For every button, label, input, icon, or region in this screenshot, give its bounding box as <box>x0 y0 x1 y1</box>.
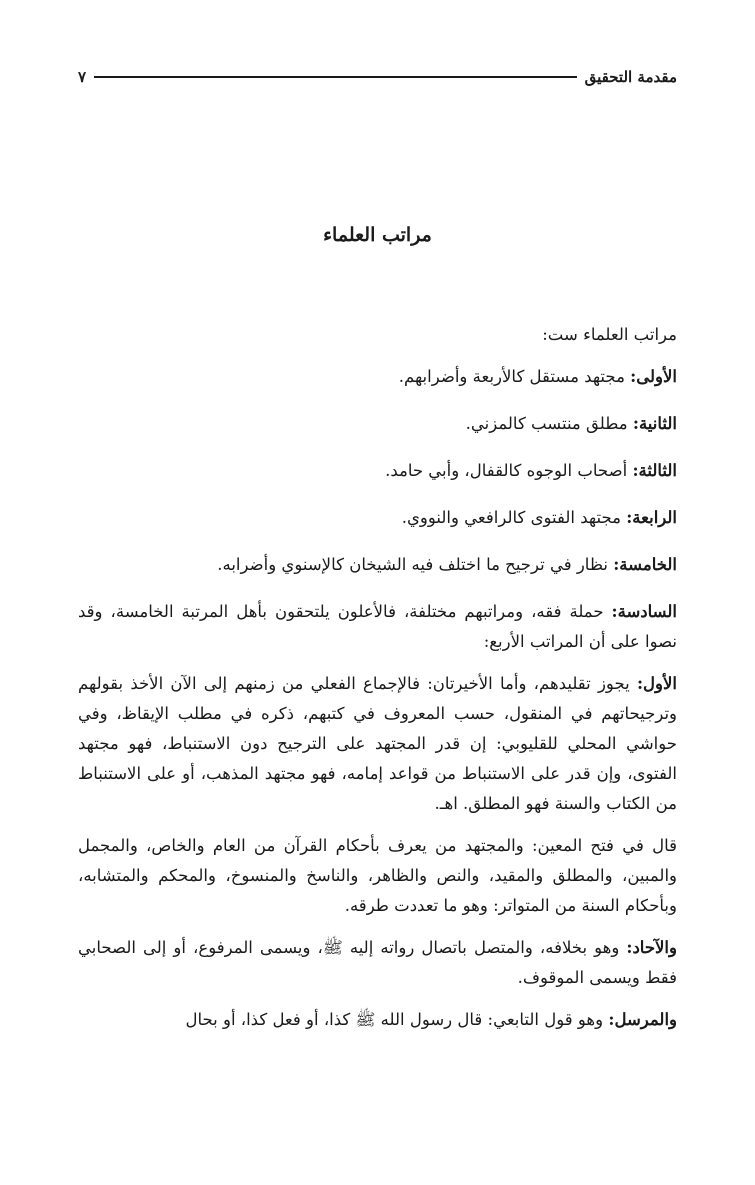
rank-label: الرابعة: <box>626 508 677 527</box>
paragraph-lead: الأول: <box>636 674 677 693</box>
rank-first <box>78 362 677 392</box>
section-title: مراتب العلماء <box>323 224 432 246</box>
paragraph-text: يجوز تقليدهم، وأما الأخيرتان: فالإجماع الفعلي من زمنهم إلى الآن الأخذ بقولهم وترجيحاتهم في المنقول، حسب المعروف في كتبهم، ذكره في مطلب الإيقاظ، وفي حواشي المحلي للقليوبي: إن قدر المجتهد على الترجيح دون الاستنباط، فهو مجتهد الفتوى، وإن قدر على الاستنباط من قواعد إمامه، فهو مجتهد المذهب، أو على الاستنباط من الكتاب والسنة فهو المطلق. اهـ. <box>78 674 677 813</box>
rank-text: مجتهد الفتوى كالرافعي والنووي. <box>401 508 627 527</box>
rank-text: أصحاب الوجوه كالقفال، وأبي حامد. <box>385 461 633 480</box>
rank-label: السادسة: <box>611 602 677 621</box>
rank-label: الثالثة: <box>632 461 677 480</box>
header-title: مقدمة التحقيق <box>584 68 677 86</box>
header-rule <box>94 76 577 78</box>
rank-label: الثانية: <box>632 414 677 433</box>
rank-third <box>78 456 677 486</box>
rank-label: الخامسة: <box>613 555 677 574</box>
rank-text: حملة فقه، ومراتبهم مختلفة، فالأعلون يلتحقون بأهل المرتبة الخامسة، وقد نصوا على أن المراتب الأربع: <box>78 602 677 651</box>
paragraph-text: وهو بخلافه، والمتصل باتصال رواته إليه ﷺ، ويسمى المرفوع، أو إلى الصحابي فقط ويسمى الموقوف. <box>78 938 677 987</box>
paragraph-ahad <box>78 933 677 993</box>
paragraph-first <box>78 669 677 819</box>
rank-second <box>78 409 677 439</box>
paragraph-lead: والمرسل: <box>608 1010 677 1029</box>
intro-line: مراتب العلماء ست: <box>542 325 677 344</box>
paragraph-fath-al-muin: قال في فتح المعين: والمجتهد من يعرف بأحكام القرآن من العام والخاص، والمجمل والمبين، والمطلق والمقيد، والنص والظاهر، والناسخ والمنسوخ، والمحكم والمتشابه، وبأحكام السنة من المتواتر: وهو ما تعددت طرقه. <box>78 836 677 915</box>
rank-text: نظار في ترجيح ما اختلف فيه الشيخان كالإسنوي وأضرابه. <box>217 555 614 574</box>
running-header <box>78 62 677 92</box>
rank-sixth <box>78 597 677 657</box>
rank-label: الأولى: <box>630 367 677 386</box>
page-number: ٧ <box>78 68 87 86</box>
rank-fourth <box>78 503 677 533</box>
body-text <box>78 320 677 1047</box>
rank-text: مجتهد مستقل كالأربعة وأضرابهم. <box>398 367 631 386</box>
paragraph-lead: والآحاد: <box>626 938 677 957</box>
rank-text: مطلق منتسب كالمزني. <box>465 414 633 433</box>
paragraph-mursal <box>78 1005 677 1035</box>
paragraph-text: وهو قول التابعي: قال رسول الله ﷺ كذا، أو فعل كذا، أو بحال <box>185 1010 609 1029</box>
rank-fifth <box>78 550 677 580</box>
